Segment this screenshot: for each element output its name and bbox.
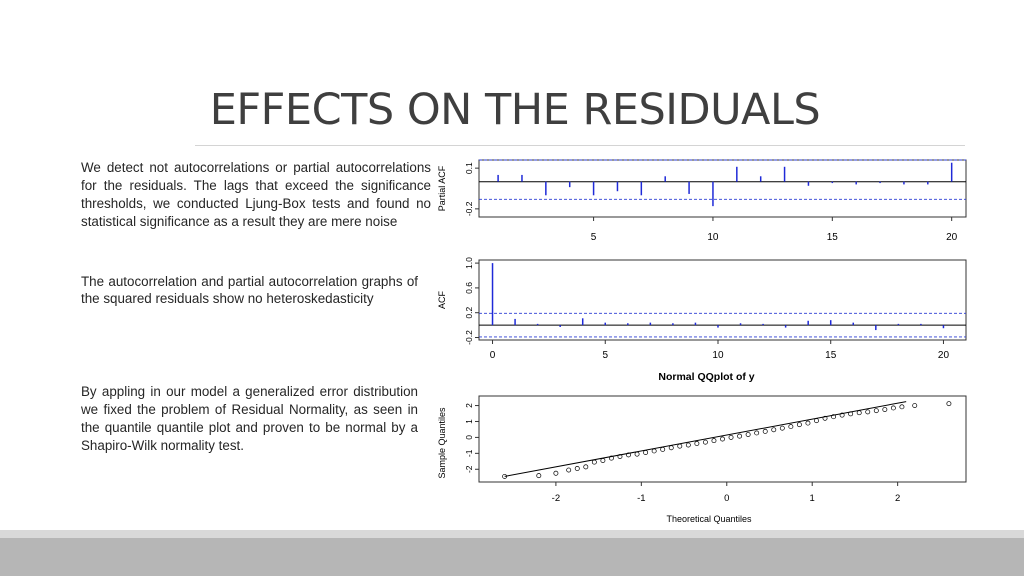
qq-point <box>554 471 558 475</box>
qq-point <box>947 402 951 406</box>
footer-band-light <box>0 530 1024 538</box>
qq-point <box>789 424 793 428</box>
qq-point <box>703 440 707 444</box>
footer-band-dark <box>0 538 1024 576</box>
y-tick-label: 2 <box>464 403 475 408</box>
qq-point <box>712 438 716 442</box>
plot-frame <box>479 260 966 340</box>
qq-point <box>537 474 541 478</box>
x-tick-label: -1 <box>637 493 646 504</box>
x-axis-label: Theoretical Quantiles <box>666 514 752 524</box>
qq-point <box>806 421 810 425</box>
x-tick-label: 2 <box>895 493 901 504</box>
qq-point <box>900 405 904 409</box>
qq-point <box>814 419 818 423</box>
paragraph-residuals: We detect not autocorrelations or partial autocorrelations for the residuals. The lags that exceed the significance thresholds, we conducted Ljung-Box tests and found no statistical significance as a result they are mere noise <box>81 160 431 229</box>
qq-point <box>857 411 861 415</box>
qq-point <box>720 437 724 441</box>
qq-point <box>746 432 750 436</box>
x-tick-label: 10 <box>707 232 719 243</box>
x-tick-label: 5 <box>590 232 597 243</box>
y-tick-label: -1 <box>464 449 475 458</box>
acf-chart <box>437 257 966 361</box>
qq-plot <box>437 371 966 524</box>
qq-title: Normal QQplot of y <box>658 371 755 383</box>
qq-point <box>686 443 690 447</box>
x-tick-label: 15 <box>825 350 837 361</box>
qq-point <box>913 403 917 407</box>
qq-point <box>669 446 673 450</box>
qq-point <box>652 449 656 453</box>
qq-point <box>891 406 895 410</box>
y-tick-label: 1.0 <box>464 257 475 270</box>
qq-point <box>635 452 639 456</box>
x-tick-label: 5 <box>602 350 609 361</box>
y-tick-label: 0.1 <box>464 162 475 175</box>
qq-point <box>575 466 579 470</box>
paragraph-normality: By appling in our model a generalized error distribution we fixed the problem of Residual Normality, as seen in the quantile quantile plot and proven to be normal by a Shapiro-Wilk normality test. <box>81 384 418 453</box>
qq-point <box>601 458 605 462</box>
y-tick-label: 0 <box>464 435 475 440</box>
qq-point <box>874 409 878 413</box>
qq-point <box>883 407 887 411</box>
qq-point <box>797 423 801 427</box>
y-tick-label: -0.2 <box>464 330 475 345</box>
qq-point <box>584 465 588 469</box>
y-tick-label: -2 <box>464 465 475 474</box>
x-tick-label: 0 <box>489 350 496 361</box>
y-axis-label: Partial ACF <box>437 165 447 212</box>
plot-frame <box>479 160 966 217</box>
qq-point <box>661 447 665 451</box>
x-tick-label: 15 <box>826 232 838 243</box>
paragraph-squared-residuals: The autocorrelation and partial autocorrelation graphs of the squared residuals show no heteroskedasticity <box>81 274 418 306</box>
qq-point <box>592 460 596 464</box>
qq-point <box>729 435 733 439</box>
y-tick-label: 0.2 <box>464 306 475 319</box>
qq-point <box>737 434 741 438</box>
qq-point <box>567 468 571 472</box>
reference-line <box>505 402 907 477</box>
qq-point <box>866 410 870 414</box>
y-tick-label: 1 <box>464 419 475 424</box>
y-tick-label: -0.2 <box>464 201 475 217</box>
qq-point <box>678 444 682 448</box>
x-tick-label: 1 <box>809 493 815 504</box>
plot-frame <box>479 396 966 482</box>
x-tick-label: 10 <box>712 350 724 361</box>
qq-point <box>755 431 759 435</box>
y-tick-label: 0.6 <box>464 281 475 294</box>
x-tick-label: 20 <box>946 232 958 243</box>
x-tick-label: 0 <box>724 493 730 504</box>
qq-point <box>644 450 648 454</box>
y-axis-label: Sample Quantiles <box>437 407 447 479</box>
y-axis-label: ACF <box>437 291 447 309</box>
qq-point <box>772 428 776 432</box>
x-tick-label: -2 <box>551 493 561 504</box>
x-tick-label: 20 <box>937 350 950 361</box>
qq-point <box>780 426 784 430</box>
qq-point <box>695 441 699 445</box>
qq-point <box>763 429 767 433</box>
pacf-chart <box>437 160 966 243</box>
slide-title: EFFECTS ON THE RESIDUALS <box>209 85 821 135</box>
